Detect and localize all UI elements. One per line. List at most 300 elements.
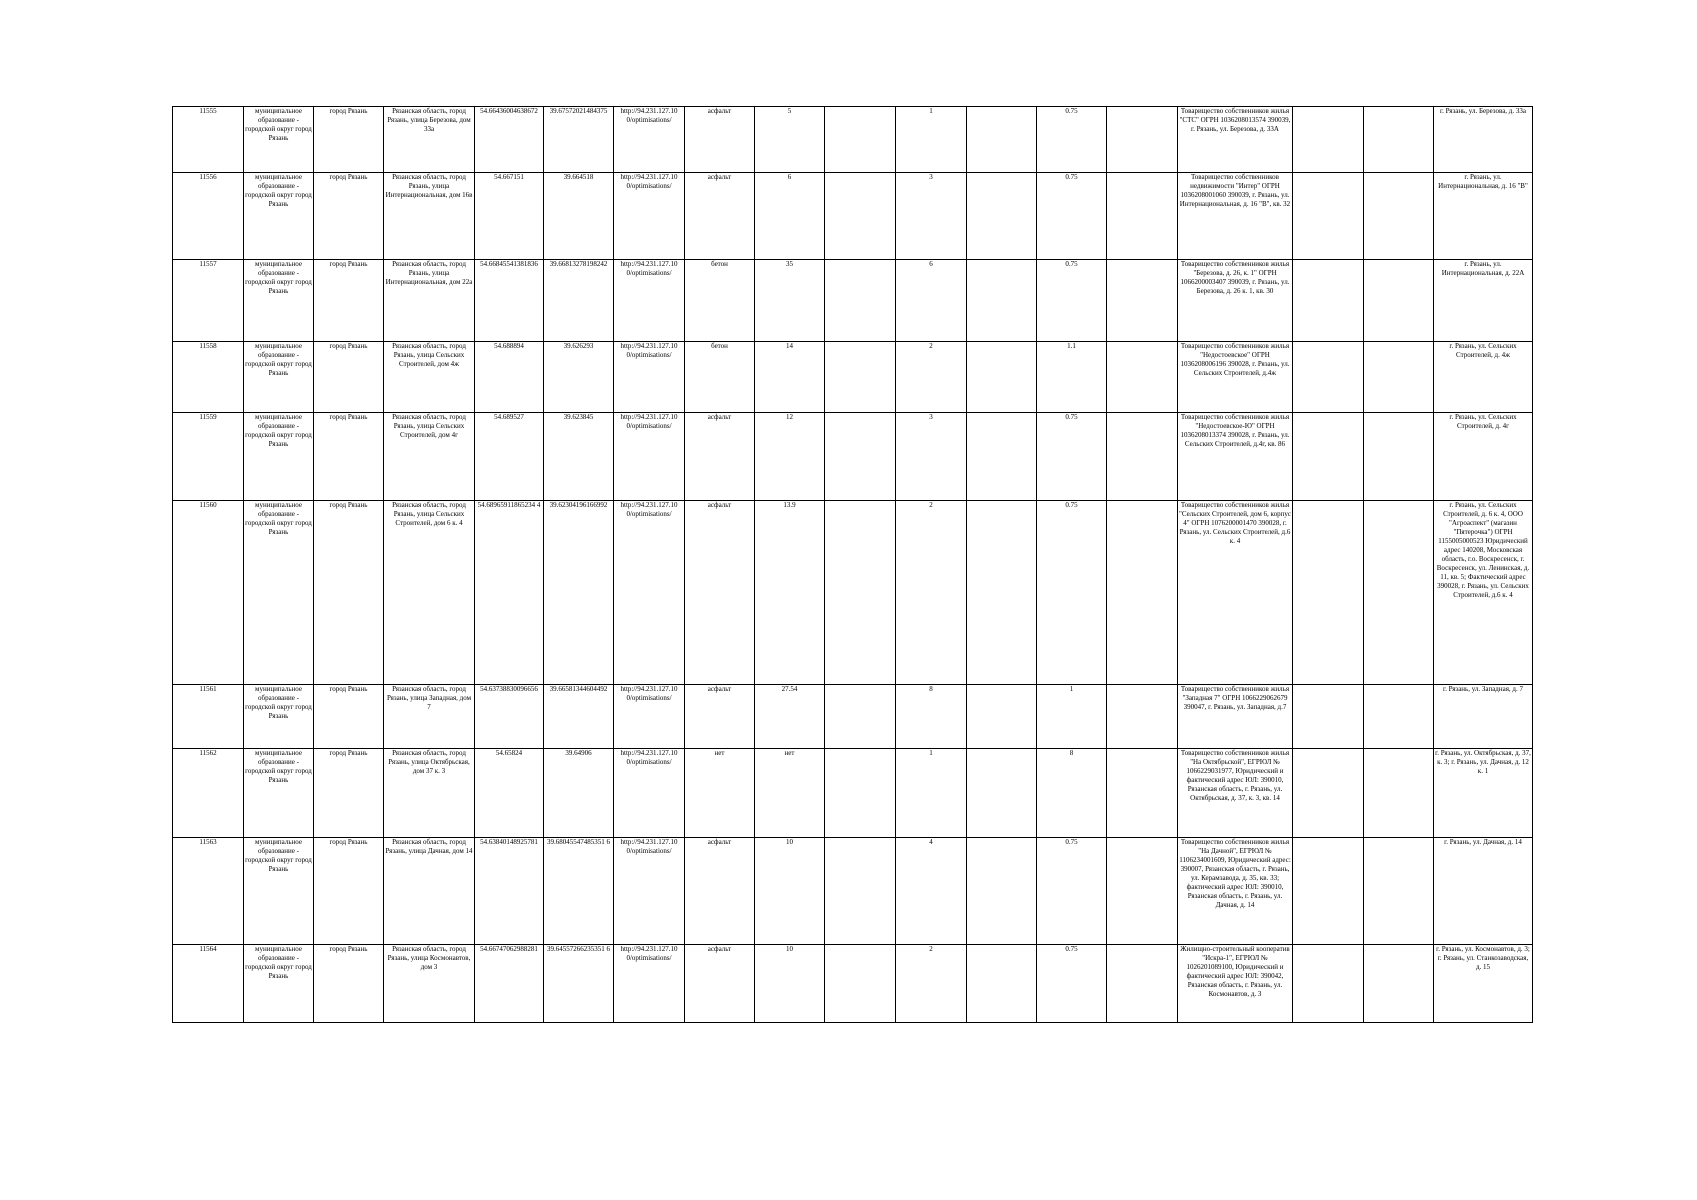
municipality-cell xyxy=(244,945,314,1023)
area-cell-text: 10 xyxy=(786,945,793,953)
owner-cell-text: Товарищество собственников жилья "Западная 7" ОГРН 1066229062679 390047, г. Рязань, ул. Западная, д.7 xyxy=(1180,685,1290,711)
container-volume-cell-text: 0.75 xyxy=(1065,838,1078,846)
address-cell xyxy=(384,945,475,1023)
empty-cell xyxy=(825,945,896,1023)
municipality-cell xyxy=(244,501,314,685)
empty-cell xyxy=(967,685,1037,749)
owner-cell xyxy=(1178,685,1293,749)
longitude-cell xyxy=(544,413,614,501)
container-count-cell xyxy=(896,749,967,838)
area-cell xyxy=(755,749,825,838)
empty-cell xyxy=(1293,501,1364,685)
longitude-cell-text: 39.64906 xyxy=(565,749,592,757)
longitude-cell xyxy=(544,107,614,173)
waste-source-cell xyxy=(1434,749,1533,838)
latitude-cell xyxy=(475,945,544,1023)
waste-source-cell xyxy=(1434,173,1533,260)
municipality-cell xyxy=(244,107,314,173)
surface-type-cell-text: асфальт xyxy=(707,685,732,693)
address-cell xyxy=(384,838,475,945)
empty-cell xyxy=(967,945,1037,1023)
table-row xyxy=(173,107,1533,173)
surface-type-cell xyxy=(685,107,755,173)
settlement-cell-text: город Рязань xyxy=(329,749,368,757)
empty-cell xyxy=(967,749,1037,838)
map-link-cell-text: http://94.231.127.10 0/optimisations/ xyxy=(620,107,678,124)
waste-source-cell xyxy=(1434,413,1533,501)
map-link-cell xyxy=(614,945,685,1023)
container-volume-cell xyxy=(1037,260,1107,342)
municipality-cell-text: муниципальное образование - городской округ город Рязань xyxy=(245,173,312,208)
record-number-text: 11556 xyxy=(199,173,217,181)
surface-type-cell-text: асфальт xyxy=(707,413,732,421)
settlement-cell-text: город Рязань xyxy=(329,173,368,181)
address-cell-text: Рязанская область, город Рязань, улица Октябрьская, дом 37 к. 3 xyxy=(388,749,470,775)
municipality-cell-text: муниципальное образование - городской округ город Рязань xyxy=(245,685,312,720)
surface-type-cell-text: асфальт xyxy=(707,173,732,181)
settlement-cell-text: город Рязань xyxy=(329,945,368,953)
map-link-cell xyxy=(614,838,685,945)
settlement-cell-text: город Рязань xyxy=(329,685,368,693)
owner-cell xyxy=(1178,107,1293,173)
area-cell xyxy=(755,501,825,685)
area-cell-text: 10 xyxy=(786,838,793,846)
surface-type-cell xyxy=(685,413,755,501)
latitude-cell xyxy=(475,173,544,260)
municipality-cell-text: муниципальное образование - городской округ город Рязань xyxy=(245,749,312,784)
surface-type-cell xyxy=(685,260,755,342)
record-number xyxy=(173,685,244,749)
longitude-cell-text: 39.68045547485351 6 xyxy=(547,838,610,846)
waste-source-cell xyxy=(1434,501,1533,685)
waste-source-cell xyxy=(1434,685,1533,749)
map-link-cell-text: http://94.231.127.10 0/optimisations/ xyxy=(620,685,678,702)
record-number-text: 11562 xyxy=(199,749,217,757)
owner-cell-text: Товарищество собственников жилья "Сельских Строителей, дом 6, корпус 4" ОГРН 1076200001470 390028, г. Рязань, ул. Сельских Строителей, д.6 к. 4 xyxy=(1179,501,1291,545)
record-number xyxy=(173,749,244,838)
empty-cell xyxy=(1107,173,1178,260)
empty-cell xyxy=(825,685,896,749)
waste-source-cell-text: г. Рязань, ул. Сельских Строителей, д. 6 к. 4, ООО "Агроаспект" (магазин "Пятерочка") ОГРН 1155005000523 Юридический адрес 140208, Московская область, г.о. Воскресенск, г. Воскресенск, ул. Ленинская, д. 11, кв. 5; Фактический адрес 390028, г. Рязань, ул. Сельских Строителей, д.6 к. 4 xyxy=(1436,501,1530,599)
area-cell-text: 12 xyxy=(786,413,793,421)
empty-cell xyxy=(825,501,896,685)
address-cell-text: Рязанская область, город Рязань, улица Космонавтов, дом 3 xyxy=(387,945,471,971)
container-count-cell xyxy=(896,838,967,945)
surface-type-cell-text: асфальт xyxy=(707,107,732,115)
owner-cell-text: Жилищно-строительный кооператив "Искра-1", ЕГРЮЛ № 1026201089100, Юридический и фактический адрес ЮЛ: 390042, Рязанская область, г. Рязань, ул. Космонавтов, д. 3 xyxy=(1180,945,1290,998)
address-cell-text: Рязанская область, город Рязань, улица Дачная, дом 14 xyxy=(385,838,473,855)
record-number-text: 11559 xyxy=(199,413,217,421)
latitude-cell xyxy=(475,107,544,173)
container-volume-cell-text: 0.75 xyxy=(1065,413,1078,421)
surface-type-cell xyxy=(685,173,755,260)
address-cell-text: Рязанская область, город Рязань, улица Интернациональная, дом 16в xyxy=(385,173,473,199)
container-count-cell-text: 1 xyxy=(929,749,933,757)
area-cell xyxy=(755,260,825,342)
container-volume-cell-text: 0.75 xyxy=(1065,107,1078,115)
area-cell-text: 14 xyxy=(786,342,793,350)
map-link-cell-text: http://94.231.127.10 0/optimisations/ xyxy=(620,260,678,277)
map-link-cell xyxy=(614,413,685,501)
longitude-cell-text: 39.66581344604492 xyxy=(549,685,608,693)
record-number xyxy=(173,413,244,501)
surface-type-cell-text: бетон xyxy=(711,342,728,350)
surface-type-cell xyxy=(685,342,755,413)
container-volume-cell xyxy=(1037,173,1107,260)
empty-cell xyxy=(1107,260,1178,342)
empty-cell xyxy=(967,342,1037,413)
empty-cell xyxy=(1364,260,1434,342)
empty-cell xyxy=(967,838,1037,945)
owner-cell-text: Товарищество собственников недвижимости "Интер" ОГРН 1036208001060 390039, г. Рязань, ул. Интернациональная, д. 16 "В", кв. 32 xyxy=(1179,173,1291,208)
table-row xyxy=(173,838,1533,945)
waste-source-cell-text: г. Рязань, ул. Сельских Строителей, д. 4ж xyxy=(1449,342,1517,359)
map-link-cell-text: http://94.231.127.10 0/optimisations/ xyxy=(620,838,678,855)
container-count-cell-text: 1 xyxy=(929,107,933,115)
empty-cell xyxy=(967,107,1037,173)
empty-cell xyxy=(1293,749,1364,838)
longitude-cell xyxy=(544,945,614,1023)
municipality-cell-text: муниципальное образование - городской округ город Рязань xyxy=(245,260,312,295)
owner-cell xyxy=(1178,749,1293,838)
container-count-cell xyxy=(896,945,967,1023)
longitude-cell-text: 39.664518 xyxy=(563,173,594,181)
surface-type-cell xyxy=(685,501,755,685)
area-cell xyxy=(755,173,825,260)
record-number xyxy=(173,342,244,413)
latitude-cell-text: 54.63840148925781 xyxy=(480,838,538,846)
longitude-cell xyxy=(544,173,614,260)
empty-cell xyxy=(825,749,896,838)
surface-type-cell xyxy=(685,945,755,1023)
municipality-cell xyxy=(244,685,314,749)
settlement-cell xyxy=(314,749,384,838)
area-cell xyxy=(755,838,825,945)
container-volume-cell-text: 0.75 xyxy=(1065,173,1078,181)
municipality-cell-text: муниципальное образование - городской округ город Рязань xyxy=(245,501,312,536)
municipality-cell xyxy=(244,838,314,945)
empty-cell xyxy=(1364,838,1434,945)
municipality-cell-text: муниципальное образование - городской округ город Рязань xyxy=(245,342,312,377)
settlement-cell xyxy=(314,260,384,342)
latitude-cell xyxy=(475,685,544,749)
area-cell-text: 27.54 xyxy=(781,685,798,693)
map-link-cell xyxy=(614,749,685,838)
municipality-cell-text: муниципальное образование - городской округ город Рязань xyxy=(245,413,312,448)
longitude-cell-text: 39.66813278198242 xyxy=(549,260,608,268)
settlement-cell-text: город Рязань xyxy=(329,107,368,115)
table-row xyxy=(173,342,1533,413)
settlement-cell xyxy=(314,838,384,945)
empty-cell xyxy=(1293,413,1364,501)
container-volume-cell-text: 1 xyxy=(1069,685,1074,693)
settlement-cell-text: город Рязань xyxy=(329,501,368,509)
empty-cell xyxy=(1293,685,1364,749)
record-number xyxy=(173,945,244,1023)
latitude-cell xyxy=(475,342,544,413)
empty-cell xyxy=(1293,260,1364,342)
owner-cell xyxy=(1178,260,1293,342)
address-cell xyxy=(384,749,475,838)
waste-source-cell-text: г. Рязань, ул. Интернациональная, д. 16 "В" xyxy=(1438,173,1528,190)
container-volume-cell-text: 0.75 xyxy=(1065,260,1078,268)
area-cell xyxy=(755,107,825,173)
table-row xyxy=(173,501,1533,685)
empty-cell xyxy=(1293,107,1364,173)
settlement-cell-text: город Рязань xyxy=(329,260,368,268)
waste-source-cell xyxy=(1434,342,1533,413)
area-cell xyxy=(755,945,825,1023)
empty-cell xyxy=(1293,342,1364,413)
area-cell-text: нет xyxy=(784,749,795,757)
empty-cell xyxy=(1364,501,1434,685)
map-link-cell xyxy=(614,501,685,685)
empty-cell xyxy=(1364,107,1434,173)
longitude-cell-text: 39.62304196166992 xyxy=(549,501,608,509)
container-count-cell xyxy=(896,413,967,501)
latitude-cell xyxy=(475,501,544,685)
waste-source-cell-text: г. Рязань, ул. Дачная, д. 14 xyxy=(1444,838,1522,846)
container-count-cell xyxy=(896,260,967,342)
empty-cell xyxy=(1107,501,1178,685)
area-cell-text: 5 xyxy=(787,107,792,115)
municipality-cell-text: муниципальное образование - городской округ город Рязань xyxy=(245,945,312,980)
address-cell-text: Рязанская область, город Рязань, улица Интернациональная, дом 22а xyxy=(385,260,473,286)
address-cell xyxy=(384,685,475,749)
empty-cell xyxy=(1107,685,1178,749)
municipality-cell xyxy=(244,173,314,260)
latitude-cell xyxy=(475,413,544,501)
table-row xyxy=(173,749,1533,838)
empty-cell xyxy=(1364,413,1434,501)
empty-cell xyxy=(825,838,896,945)
record-number-text: 11560 xyxy=(199,501,217,509)
empty-cell xyxy=(825,173,896,260)
settlement-cell xyxy=(314,413,384,501)
address-cell xyxy=(384,107,475,173)
map-link-cell xyxy=(614,107,685,173)
container-volume-cell xyxy=(1037,413,1107,501)
address-cell xyxy=(384,413,475,501)
owner-cell-text: Товарищество собственников жилья "На Октябрьской", ЕГРЮЛ № 1066229031977, Юридический и фактический адрес ЮЛ: 390010, Рязанская область, г. Рязань, ул. Октябрьская, д. 37, к. 3, кв. 14 xyxy=(1180,749,1290,802)
container-volume-cell-text: 0.75 xyxy=(1065,501,1078,509)
empty-cell xyxy=(1364,749,1434,838)
owner-cell-text: Товарищество собственников жилья "СТС" ОГРН 1036208013574 390039, г. Рязань, ул. Березова, д. 33А xyxy=(1179,107,1291,133)
settlement-cell xyxy=(314,107,384,173)
container-count-cell-text: 2 xyxy=(929,945,933,953)
table-row xyxy=(173,173,1533,260)
empty-cell xyxy=(825,413,896,501)
empty-cell xyxy=(967,501,1037,685)
area-cell-text: 35 xyxy=(786,260,793,268)
latitude-cell-text: 54.688894 xyxy=(494,342,524,350)
latitude-cell xyxy=(475,838,544,945)
surface-type-cell-text: бетон xyxy=(711,260,728,268)
empty-cell xyxy=(1293,838,1364,945)
latitude-cell-text: 54.63738830096656 xyxy=(480,685,538,693)
municipality-cell-text: муниципальное образование - городской округ город Рязань xyxy=(245,107,312,142)
latitude-cell-text: 54.66747062988281 xyxy=(480,945,538,953)
area-cell xyxy=(755,685,825,749)
container-count-cell-text: 6 xyxy=(929,260,933,268)
owner-cell-text: Товарищество собственников жилья "Березова, д. 26, к. 1" ОГРН 1066200003407 390039, г. Рязань, ул. Березова, д. 26 к. 1, кв. 30 xyxy=(1180,260,1290,295)
empty-cell xyxy=(1293,173,1364,260)
empty-cell xyxy=(1107,945,1178,1023)
record-number-text: 11558 xyxy=(199,342,217,350)
map-link-cell xyxy=(614,342,685,413)
settlement-cell xyxy=(314,501,384,685)
address-cell-text: Рязанская область, город Рязань, улица Сельских Строителей, дом 4г xyxy=(392,413,466,439)
longitude-cell xyxy=(544,501,614,685)
latitude-cell xyxy=(475,749,544,838)
latitude-cell-text: 54.667151 xyxy=(494,173,524,181)
map-link-cell-text: http://94.231.127.10 0/optimisations/ xyxy=(620,945,678,962)
container-volume-cell xyxy=(1037,749,1107,838)
map-link-cell-text: http://94.231.127.10 0/optimisations/ xyxy=(620,342,678,359)
table-row xyxy=(173,945,1533,1023)
waste-source-cell-text: г. Рязань, ул. Березова, д. 33а xyxy=(1440,107,1526,115)
longitude-cell xyxy=(544,260,614,342)
empty-cell xyxy=(825,260,896,342)
map-link-cell-text: http://94.231.127.10 0/optimisations/ xyxy=(620,749,678,766)
owner-cell-text: Товарищество собственников жилья "Недостоевское-Ю" ОГРН 1036208013374 390028, г. Рязань, ул. Сельских Строителей, д.4г, кв. 86 xyxy=(1180,413,1290,448)
surface-type-cell xyxy=(685,685,755,749)
container-count-cell xyxy=(896,107,967,173)
container-count-cell xyxy=(896,501,967,685)
empty-cell xyxy=(1107,342,1178,413)
surface-type-cell xyxy=(685,749,755,838)
empty-cell xyxy=(1364,685,1434,749)
record-number xyxy=(173,501,244,685)
map-link-cell xyxy=(614,173,685,260)
longitude-cell xyxy=(544,838,614,945)
waste-source-cell xyxy=(1434,838,1533,945)
surface-type-cell-text: асфальт xyxy=(707,945,732,953)
empty-cell xyxy=(825,107,896,173)
latitude-cell-text: 54.689527 xyxy=(494,413,524,421)
owner-cell xyxy=(1178,501,1293,685)
owner-cell xyxy=(1178,838,1293,945)
settlement-cell-text: город Рязань xyxy=(329,342,368,350)
container-volume-cell xyxy=(1037,945,1107,1023)
waste-source-cell xyxy=(1434,107,1533,173)
municipality-cell xyxy=(244,749,314,838)
container-count-cell xyxy=(896,685,967,749)
longitude-cell xyxy=(544,342,614,413)
settlement-cell-text: город Рязань xyxy=(329,413,368,421)
settlement-cell xyxy=(314,342,384,413)
waste-source-cell xyxy=(1434,260,1533,342)
address-cell-text: Рязанская область, город Рязань, улица Сельских Строителей, дом 6 к. 4 xyxy=(392,501,466,527)
map-link-cell-text: http://94.231.127.10 0/optimisations/ xyxy=(620,501,678,518)
container-count-cell-text: 2 xyxy=(929,342,933,350)
longitude-cell xyxy=(544,685,614,749)
latitude-cell-text: 54.66845541381836 xyxy=(480,260,538,268)
municipality-cell-text: муниципальное образование - городской округ город Рязань xyxy=(245,838,312,873)
settlement-cell xyxy=(314,685,384,749)
empty-cell xyxy=(1107,107,1178,173)
waste-source-cell-text: г. Рязань, ул. Сельских Строителей, д. 4г xyxy=(1449,413,1517,430)
empty-cell xyxy=(1364,945,1434,1023)
address-cell-text: Рязанская область, город Рязань, улица Сельских Строителей, дом 4ж xyxy=(392,342,466,368)
record-number-text: 11564 xyxy=(199,945,217,953)
longitude-cell-text: 39.67572021484375 xyxy=(549,107,608,115)
longitude-cell xyxy=(544,749,614,838)
record-number-text: 11557 xyxy=(199,260,217,268)
container-volume-cell-text: 0.75 xyxy=(1065,945,1078,953)
waste-source-cell-text: г. Рязань, ул. Октябрьская, д. 37, к. 3; г. Рязань, ул. Дачная, д. 12 к. 1 xyxy=(1435,749,1531,775)
owner-cell xyxy=(1178,945,1293,1023)
container-volume-cell-text: 8 xyxy=(1069,749,1074,757)
container-volume-cell xyxy=(1037,685,1107,749)
address-cell xyxy=(384,501,475,685)
surface-type-cell-text: асфальт xyxy=(707,501,732,509)
latitude-cell xyxy=(475,260,544,342)
surface-type-cell xyxy=(685,838,755,945)
waste-source-cell-text: г. Рязань, ул. Интернациональная, д. 22А xyxy=(1441,260,1525,277)
container-volume-cell xyxy=(1037,501,1107,685)
table-body xyxy=(173,107,1533,1023)
surface-type-cell-text: асфальт xyxy=(707,838,732,846)
document-table xyxy=(172,106,1533,1023)
owner-cell xyxy=(1178,342,1293,413)
container-count-cell xyxy=(896,173,967,260)
address-cell xyxy=(384,342,475,413)
settlement-cell-text: город Рязань xyxy=(329,838,368,846)
record-number xyxy=(173,260,244,342)
record-number xyxy=(173,107,244,173)
settlement-cell xyxy=(314,173,384,260)
map-link-cell-text: http://94.231.127.10 0/optimisations/ xyxy=(620,413,678,430)
address-cell-text: Рязанская область, город Рязань, улица Западная, дом 7 xyxy=(386,685,472,711)
area-cell-text: 6 xyxy=(787,173,792,181)
empty-cell xyxy=(1293,945,1364,1023)
container-count-cell-text: 2 xyxy=(929,501,933,509)
container-count-cell xyxy=(896,342,967,413)
owner-cell xyxy=(1178,413,1293,501)
record-number xyxy=(173,173,244,260)
area-cell-text: 13.9 xyxy=(783,501,796,509)
table-row xyxy=(173,260,1533,342)
latitude-cell-text: 54.66436004638672 xyxy=(480,107,538,115)
latitude-cell-text: 54.65824 xyxy=(495,749,523,757)
record-number-text: 11555 xyxy=(199,107,217,115)
municipality-cell xyxy=(244,260,314,342)
map-link-cell xyxy=(614,260,685,342)
owner-cell-text: Товарищество собственников жилья "На Дачной", ЕГРЮЛ № 1106234001609, Юридический адрес: 390007, Рязанская область, г. Рязань, ул. Керамзавода, д. 35, кв. 33; фактический адрес ЮЛ: 390010, Рязанская область, г. Рязань, ул. Дачная, д. 14 xyxy=(1179,838,1291,909)
empty-cell xyxy=(1364,173,1434,260)
container-count-cell-text: 3 xyxy=(929,413,933,421)
longitude-cell-text: 39.623845 xyxy=(563,413,594,421)
container-count-cell-text: 3 xyxy=(929,173,933,181)
container-volume-cell xyxy=(1037,342,1107,413)
latitude-cell-text: 54.68965911865234 4 xyxy=(477,501,541,509)
table-row xyxy=(173,413,1533,501)
table-row xyxy=(173,685,1533,749)
address-cell xyxy=(384,260,475,342)
empty-cell xyxy=(1107,838,1178,945)
empty-cell xyxy=(825,342,896,413)
empty-cell xyxy=(967,173,1037,260)
container-count-cell-text: 4 xyxy=(929,838,933,846)
container-volume-cell-text: 1.1 xyxy=(1067,342,1076,350)
record-number-text: 11563 xyxy=(199,838,217,846)
empty-cell xyxy=(1364,342,1434,413)
municipality-cell xyxy=(244,342,314,413)
container-count-cell-text: 8 xyxy=(929,685,933,693)
address-cell-text: Рязанская область, город Рязань, улица Березова, дом 33а xyxy=(387,107,471,133)
empty-cell xyxy=(1107,413,1178,501)
